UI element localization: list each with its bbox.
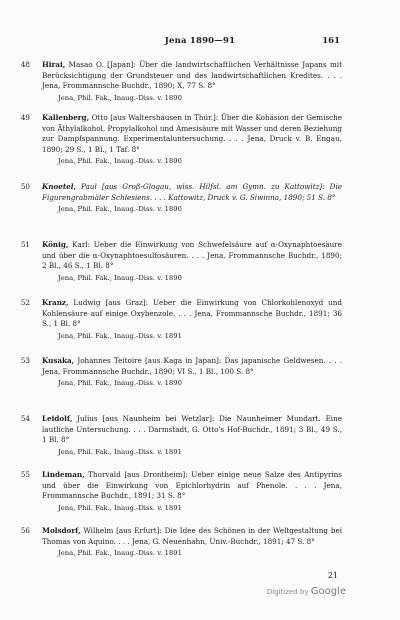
bibliography-entry: [20, 240, 342, 283]
entry-citation: Karl: Ueber die Einwirkung von Schwefelsäure auf α-Oxynaphtoesäure und über die α-Oxynaphtoesulfosäuren. . . . Jena, Frommannsche Buchdr., 1890; 2 Bl., 46 S., 1 Bl. 8°: [42, 240, 342, 270]
entry-citation: Thorvald [aus Drontheim]: Ueber einige neue Salze des Antipyrins und über die Einwirkung von Epichlorhydrin auf Phenole. . . . Jena, Frommannsche Buchdr., 1891; 31 S. 8°: [42, 470, 342, 500]
entry-text: [42, 60, 342, 92]
author-name: Kallenberg,: [42, 113, 90, 122]
entry-text: [42, 526, 342, 547]
bibliography-entry: [20, 470, 342, 513]
entry-text: [42, 298, 342, 330]
watermark-prefix: Digitized by: [266, 588, 309, 596]
entry-text: [42, 240, 342, 272]
entry-number: 52: [20, 298, 30, 307]
author-name: Leidolf,: [42, 414, 73, 423]
watermark-brand: Google: [310, 586, 346, 597]
entry-number: 56: [20, 526, 30, 535]
author-name: König,: [42, 240, 69, 249]
entry-number: 53: [20, 356, 30, 365]
author-name: Molsdorf,: [42, 526, 81, 535]
bibliography-entry: [20, 414, 342, 457]
author-name: Knoetel,: [42, 182, 76, 191]
bibliography-entry: [20, 182, 342, 214]
entry-citation: Wilhelm [aus Erfurt]: Die Idee des Schönen in der Weltgestaltung bei Thomas von Aquino. . . . Jena, G. Neuenhahn, Univ.-Buchdr., 1891; 47 S. 8°: [42, 526, 342, 546]
signature-mark: 21: [327, 571, 338, 580]
entry-number: 51: [20, 240, 30, 249]
dissertation-note: Jena, Phil. Fak., Inaug.-Diss. v. 1891: [58, 549, 182, 557]
dissertation-note: Jena, Phil. Fak., Inaug.-Diss. v. 1890: [58, 379, 182, 387]
entry-text: [42, 356, 342, 377]
bibliography-entry: [20, 113, 342, 166]
entry-text: [42, 414, 342, 446]
bibliography-entry: [20, 60, 342, 103]
entry-citation: Ludwig [aus Graz]: Ueber die Einwirkung von Chlorkohlenoxyd und Kohlensäure auf einige Oxybenzole. . . . Jena, Frommannsche Buchdr., 1891; 36 S., 1 Bl. 8°: [42, 298, 342, 328]
dissertation-note: Jena, Phil. Fak., Inaug.-Diss. v. 1891: [58, 503, 182, 512]
entry-text: [42, 113, 342, 155]
author-name: Kusaka,: [42, 356, 75, 365]
header-title: Jena 1890—91: [164, 36, 236, 46]
author-name: Hirai,: [42, 60, 66, 69]
author-name: Kranz,: [42, 298, 69, 307]
dissertation-note: Jena, Phil. Fak., Inaug.-Diss. v. 1890: [58, 157, 182, 165]
entry-citation: Otto [aus Waltershausen in Thür.]: Über die Kohäsion der Gemische von Äthylalkohol, Propylalkohol und Amesisäure mit Wasser und deren Beziehung zur Dampfspannung. Experimentaluntersuchung. . . . Jena, Druck v. B. Engau, 1890; 29 S., 1 Bl., 1 Taf. 8°: [42, 113, 342, 154]
bibliography-entry: [20, 298, 342, 341]
dissertation-note: Jena, Phil. Fak., Inaug.-Diss. v. 1890: [58, 273, 182, 282]
bibliography-entry: [20, 526, 342, 558]
dissertation-note: Jena, Phil. Fak., Inaug.-Diss. v. 1891: [58, 331, 182, 340]
running-header: [0, 36, 400, 50]
entry-text: [42, 182, 342, 203]
entry-number: 54: [20, 414, 30, 423]
entry-text: [42, 470, 342, 502]
entry-citation: Julius [aus Naunheim bei Wetzlar]: Die Naunheimer Mundart. Eine lautliche Untersuchung. . . . Darmstadt, G. Otto's Hof-Buchdr., 1891; 3 Bl., 49 S., 1 Bl. 8°: [42, 414, 342, 444]
bibliography-entry: [20, 356, 342, 388]
page-number: 161: [322, 36, 340, 46]
entry-number: 50: [20, 182, 30, 191]
dissertation-note: Jena, Phil. Fak., Inaug.-Diss. v. 1891: [58, 447, 182, 456]
entry-citation: Paul [aus Groß-Glogau, wiss. Hilfsl. am Gymn. zu Kattowitz]: Die Figurengrabmäler Schlesiens. . . . Kattowitz, Druck v. G. Siwinna, 1890; 51 S. 8°: [42, 182, 342, 202]
entry-number: 48: [20, 60, 30, 69]
entry-citation: Johannes Teitoire [aus Kaga in Japan]: Das japanische Geldwesen. . . . Jena, Frommannsche Buchdr., 1890; VI S., 1 Bl., 100 S. 8°: [42, 356, 342, 376]
dissertation-note: Jena, Phil. Fak., Inaug.-Diss. v. 1890: [58, 93, 182, 102]
digitization-watermark: [267, 586, 346, 597]
author-name: Lindeman,: [42, 470, 85, 479]
entry-citation: Masao O. [Japan]: Über die landwirtschaftlichen Verhältnisse Japans mit Berücksichtigung der Grundsteuer und des landwirtschaftlichen Kredites. . . . Jena, Frommannsche Buchdr., 1890; X, 77 S. 8°: [42, 60, 342, 90]
entry-number: 49: [20, 113, 30, 122]
entry-number: 55: [20, 470, 30, 479]
dissertation-note: Jena, Phil. Fak., Inaug.-Diss. v. 1890: [58, 205, 182, 213]
